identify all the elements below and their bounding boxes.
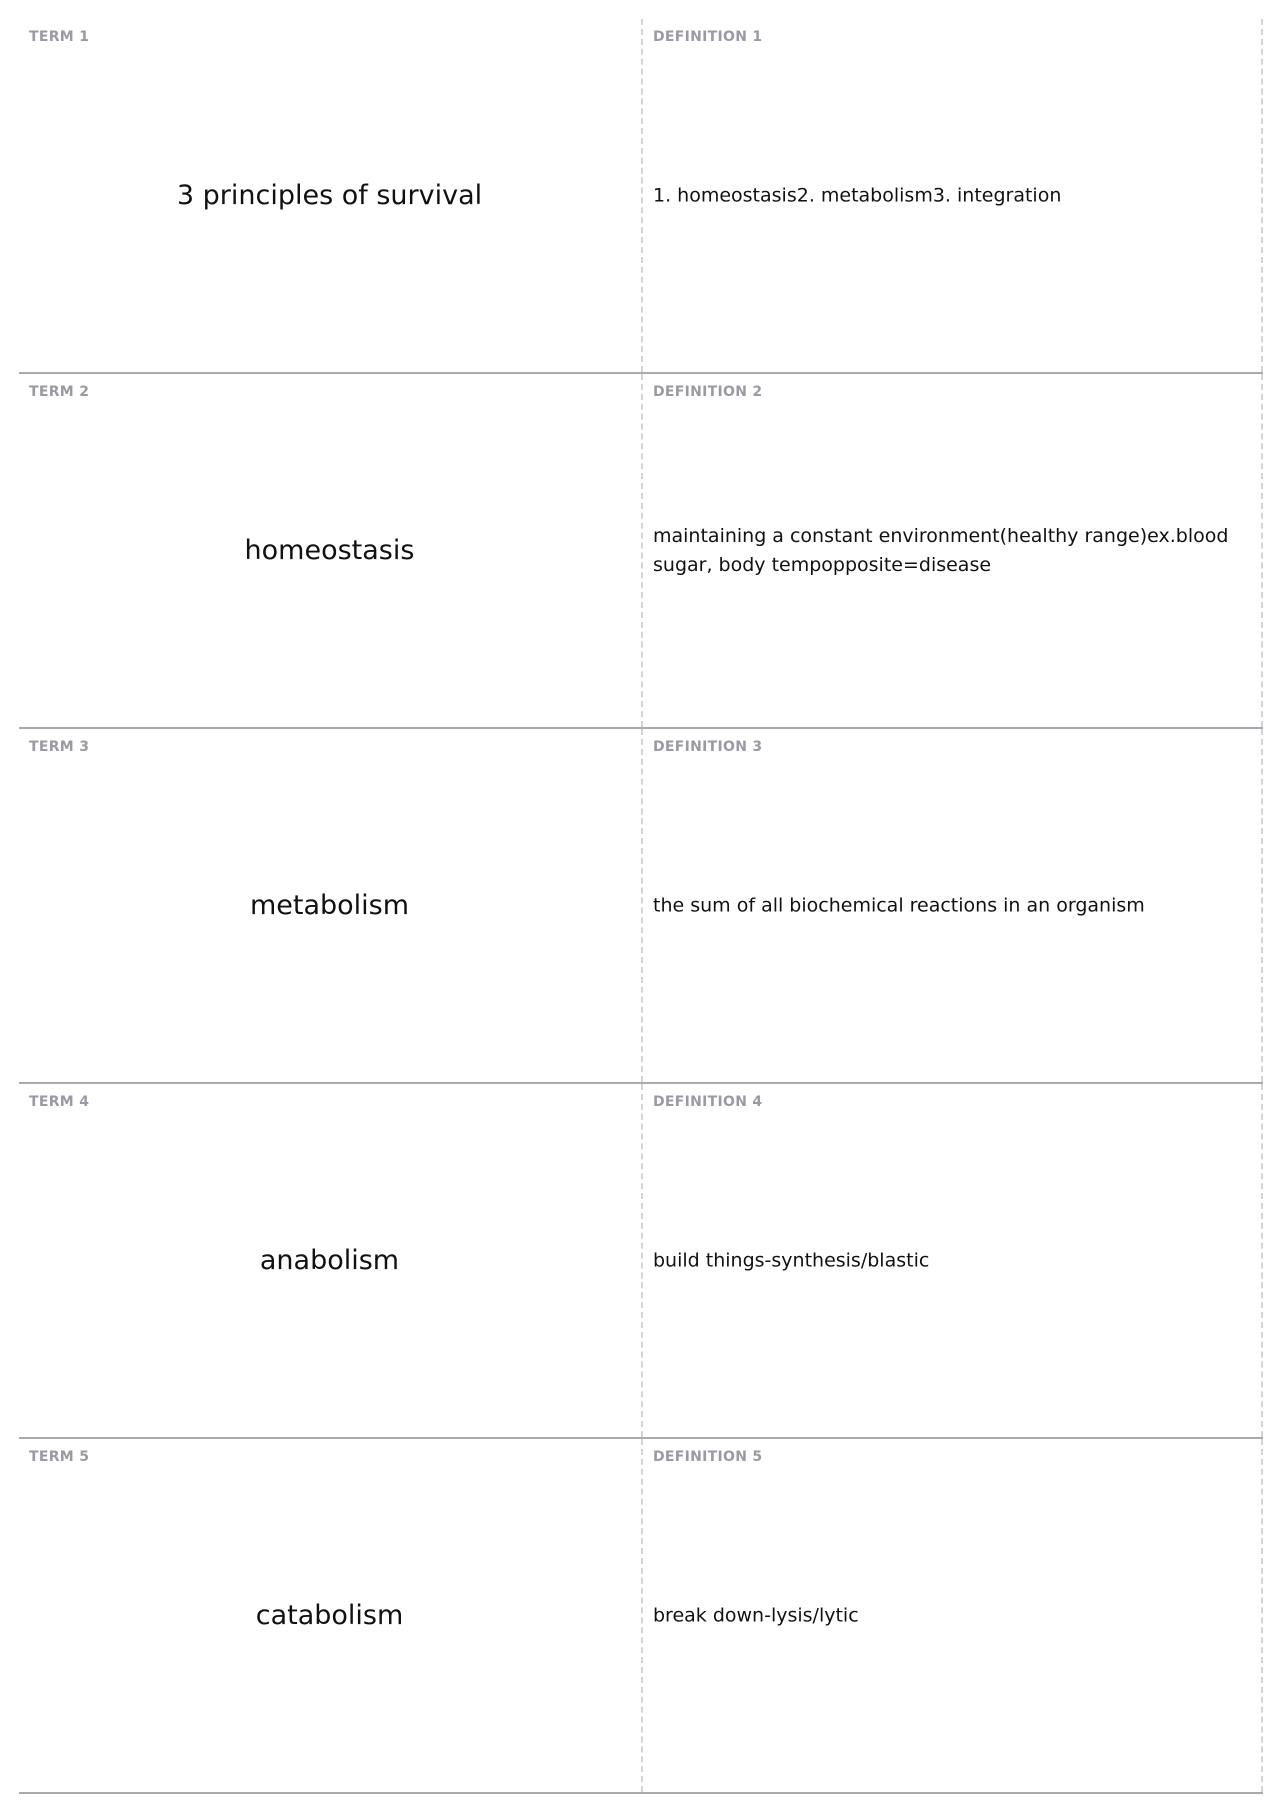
term-label: TERM 4 [29, 1094, 90, 1110]
definition-cell [641, 729, 1263, 1082]
definition-text: break down-lysis/lytic [653, 1604, 859, 1626]
term-cell [19, 19, 640, 372]
term-label: TERM 2 [29, 384, 90, 400]
term-text: catabolism [255, 1599, 404, 1631]
definition-text: maintaining a constant environment(healthy range)ex.blood sugar, body tempopposite=disease [653, 524, 1229, 576]
definition-label: DEFINITION 3 [653, 739, 763, 755]
definition-text: build things-synthesis/blastic [653, 1249, 930, 1271]
term-label: TERM 1 [29, 29, 90, 45]
definition-cell [641, 374, 1263, 727]
term-label: TERM 3 [29, 739, 90, 755]
term-text: metabolism [249, 889, 410, 921]
definition-cell [641, 19, 1263, 372]
flashcard-row [19, 1439, 1263, 1794]
flashcard-row [19, 19, 1263, 374]
definition-label: DEFINITION 4 [653, 1094, 763, 1110]
definition-label: DEFINITION 2 [653, 384, 763, 400]
term-text: homeostasis [244, 534, 415, 566]
definition-text: 1. homeostasis2. metabolism3. integration [653, 184, 1062, 206]
definition-cell [641, 1084, 1263, 1437]
flashcard-row [19, 1084, 1263, 1439]
term-cell [19, 374, 640, 727]
flashcard-sheet [19, 19, 1263, 1794]
flashcard-row [19, 729, 1263, 1084]
term-cell [19, 1084, 640, 1437]
term-text: 3 principles of survival [176, 179, 483, 211]
definition-text: the sum of all biochemical reactions in an organism [653, 894, 1145, 916]
flashcard-row [19, 374, 1263, 729]
term-label: TERM 5 [29, 1449, 90, 1465]
term-cell [19, 1439, 640, 1792]
definition-cell [641, 1439, 1263, 1792]
definition-label: DEFINITION 5 [653, 1449, 763, 1465]
term-text: anabolism [259, 1244, 400, 1276]
definition-label: DEFINITION 1 [653, 29, 763, 45]
term-cell [19, 729, 640, 1082]
